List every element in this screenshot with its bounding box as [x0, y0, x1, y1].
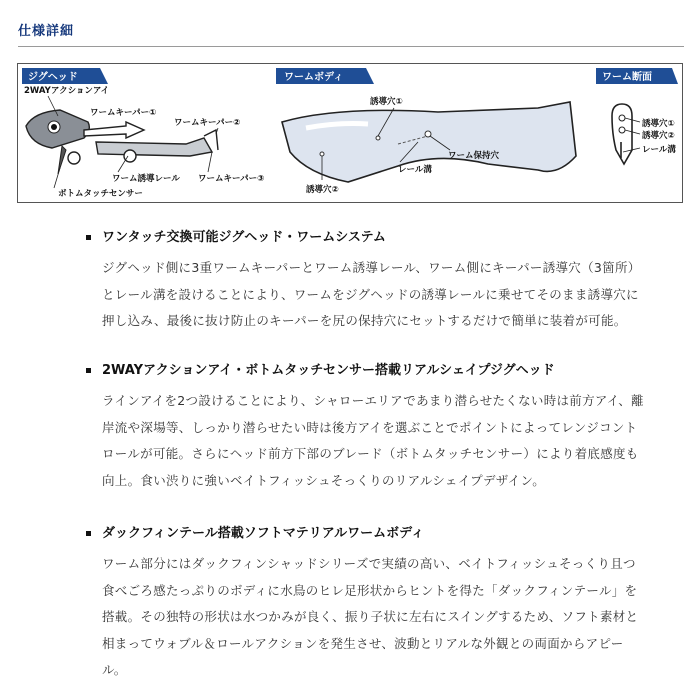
feature-2-title: 2WAYアクションアイ・ボトムタッチセンサー搭載リアルシェイプジグヘッド	[102, 363, 555, 378]
tab-worm-section	[596, 68, 678, 84]
bullet-icon	[86, 531, 91, 536]
feature-1-title: ワンタッチ交換可能ジグヘッド・ワームシステム	[102, 230, 386, 245]
feature-1	[86, 227, 646, 335]
label-bottom-sensor: ボトムタッチセンサー	[58, 189, 143, 199]
label-action-eye: 2WAYアクションアイ	[24, 86, 110, 96]
feature-2	[86, 360, 646, 494]
section-title: 仕様詳細	[18, 24, 75, 39]
bullet-icon	[86, 368, 91, 373]
tab-jighead	[22, 68, 108, 84]
bullet-icon	[86, 235, 91, 240]
tab-jighead-label: ジグヘッド	[28, 72, 78, 83]
feature-3-title: ダックフィンテール搭載ソフトマテリアルワームボディ	[102, 526, 425, 541]
feature-1-body: ジグヘッド側に3重ワームキーパーとワーム誘導レール、ワーム側にキーパー誘導穴（3箇所）とレール溝を設けることにより、ワームをジグヘッドの誘導レールに乗せてそのまま誘導穴に押し込み、最後に抜け防止のキーパーを尻の保持穴にセットするだけで簡単に装着が可能。	[102, 260, 641, 328]
worm-section-illustration	[612, 104, 640, 164]
label-body-guide-hole-2: 誘導穴②	[306, 185, 339, 195]
label-section-guide-hole-1: 誘導穴①	[642, 119, 675, 129]
label-keeper-2: ワームキーパー②	[174, 118, 241, 128]
label-keeper-1: ワームキーパー①	[90, 108, 157, 118]
diagram-svg	[18, 64, 684, 204]
label-keeper-3: ワームキーパー③	[198, 174, 265, 184]
label-holding-hole: ワーム保持穴	[448, 151, 500, 161]
label-section-rail-groove: レール溝	[642, 145, 676, 155]
title-divider	[18, 46, 684, 47]
feature-2-body: ラインアイを2つ設けることにより、シャローエリアであまり潜らせたくない時は前方アイ、離岸流や深場等、しっかり潜らせたい時は後方アイを選ぶことでポイントによってレンジコントロールが可能。さらにヘッド前方下部のブレード（ボトムタッチセンサー）により着底感度も向上。食い渋りに強いベイトフィッシュそっくりのリアルシェイプデザイン。	[102, 393, 644, 488]
label-rail-groove: レール溝	[398, 165, 432, 175]
label-guide-rail: ワーム誘導レール	[112, 174, 180, 184]
feature-3-body: ワーム部分にはダックフィンシャッドシリーズで実績の高い、ベイトフィッシュそっくり且つ食べごろ感たっぷりのボディに水鳥のヒレ足形状からヒントを得た「ダックフィンテール」を搭載。その独特の形状は水つかみが良く、振り子状に左右にスイングするため、ソフト素材と相まってウォブル＆ロールアクションを発生させ、波動とリアルな外観との両面からアピール。	[102, 556, 639, 677]
tab-worm-body	[276, 68, 374, 84]
tab-worm-section-label: ワーム断面	[602, 72, 652, 83]
label-body-guide-hole-1: 誘導穴①	[370, 97, 403, 107]
tab-worm-body-label: ワームボディ	[284, 72, 344, 83]
label-section-guide-hole-2: 誘導穴②	[642, 131, 675, 141]
feature-3	[86, 523, 646, 684]
spec-diagram	[17, 63, 683, 203]
